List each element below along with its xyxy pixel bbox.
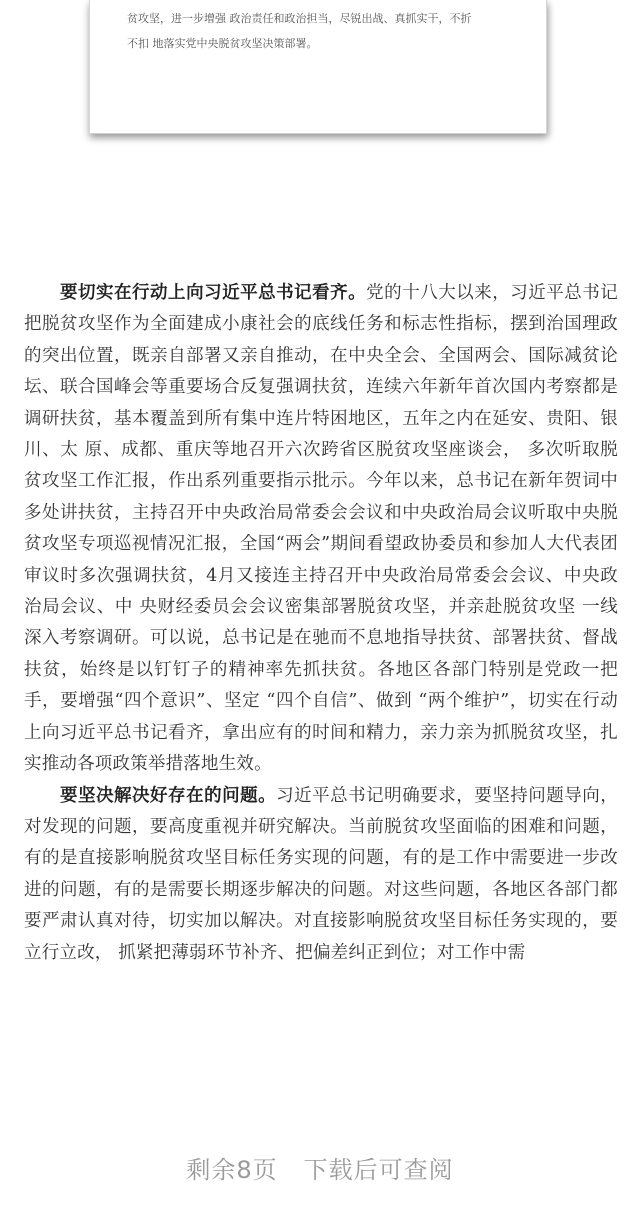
download-hint-label[interactable]: 下载后可查阅	[303, 1156, 454, 1184]
remaining-pages-label[interactable]: 剩余8页	[186, 1156, 278, 1184]
download-to-read-more-link[interactable]	[0, 1150, 640, 1185]
document-preview-card	[89, 0, 547, 134]
paragraph-heading: 要切实在行动上向习近平总书记看齐。	[60, 283, 367, 303]
document-body	[24, 278, 618, 969]
paragraph-text: 党的十八大以来，习近平总书记把脱贫攻坚作为全面建成小康社会的底线任务和标志性指标，摆到治国理政的突出位置，既亲自部署又亲自推动，在中央全会、全国两会、国际减贫论坛、联合国峰会等重要场合反复强调扶贫，连续六年新年首次国内考察都是调研扶贫，基本覆盖到所有集中连片特困地区，五年之内在延安、贵阳、银川、太 原、成都、重庆等地召开六次跨省区脱贫攻坚座谈会， 多次听取脱贫攻坚工作汇报，作出系列重要指示批示。今年以来，总书记在新年贺词中多处讲扶贫，主持召开中央政治局常委会会议和中央政治局会议听取中央脱贫攻坚专项巡视情况汇报，全国“两会”期间看望政协委员和参加人大代表团审议时多次强调扶贫，4月又接连主持召开中央政治局常委会会议、中央政治局会议、中 央财经委员会会议密集部署脱贫攻坚，并亲赴脱贫攻坚 一线深入考察调研。可以说，总书记是在驰而不息地指导扶贫、部署扶贫、督战扶贫，始终是以钉钉子的精神率先抓扶贫。各地区各部门特别是党政一把手，要增强“四个意识”、坚定 “四个自信”、做到 “两个维护”，切实在行动上向习近平总书记看齐，拿出应有的时间和精力，亲力亲为抓脱贫攻坚，扎实推动各项政策举措落地生效。	[24, 283, 618, 775]
preview-line-2: 不扣 地落实党中央脱贫攻坚决策部署。	[127, 37, 318, 50]
paragraph-align-with-xi	[24, 278, 618, 781]
paragraph-text: 习近平总书记明确要求，要坚持问题导向，对发现的问题，要高度重视并研究解决。当前脱贫攻坚面临的困难和问题，有的是直接影响脱贫攻坚目标任务实现的问题，有的是工作中需要进一步改进的问题，有的是需要长期逐步解决的问题。对这些问题，各地区各部门都要严肃认真对待，切实加以解决。对直接影响脱贫攻坚目标任务实现的，要立行立改， 抓紧把薄弱环节补齐、把偏差纠正到位；对工作中需	[24, 785, 618, 963]
preview-line-1: 贫攻坚，进一步增强 政治责任和政治担当，尽锐出战、真抓实干，不折	[127, 12, 472, 25]
paragraph-solve-problems	[24, 781, 618, 969]
paragraph-heading: 要坚决解决好存在的问题。	[60, 785, 277, 806]
